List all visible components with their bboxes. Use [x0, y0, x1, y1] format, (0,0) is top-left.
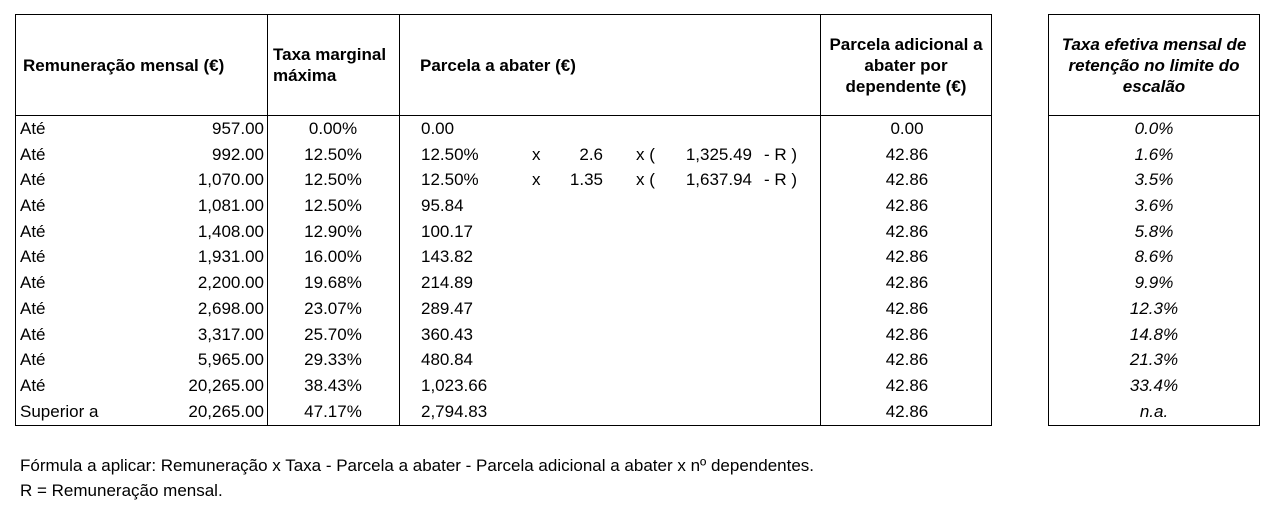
cell-label: Até	[20, 119, 46, 138]
cell-taxa: 0.00%	[308, 119, 358, 138]
cell-parcela: 12.50%	[421, 170, 479, 190]
cell-parcela: 1,023.66	[421, 375, 488, 395]
cell-base	[666, 296, 752, 322]
cell-parcela: 12.50%	[421, 144, 479, 164]
cell-parcela: 289.47	[421, 298, 473, 318]
cell-minus-r: - R )	[764, 170, 798, 190]
cell-remuneracao: 5,965.00	[197, 350, 264, 370]
cell-efetiva: n.a.	[1139, 401, 1169, 421]
cell-efetiva: 0.0%	[1134, 119, 1174, 138]
table-row	[1049, 244, 1259, 270]
cell-label: Superior a	[20, 401, 99, 421]
table-row	[16, 399, 991, 425]
header-remuneracao: Remuneração mensal (€)	[23, 55, 225, 75]
cell-label: Até	[20, 221, 46, 241]
cell-adicional: 42.86	[885, 375, 929, 395]
cell-efetiva: 12.3%	[1129, 298, 1179, 318]
cell-adicional: 42.86	[885, 196, 929, 216]
table-row	[1049, 193, 1259, 219]
cell-taxa: 12.90%	[304, 221, 362, 241]
cell-parcela: 480.84	[421, 350, 473, 370]
cell-parcela: 95.84	[421, 196, 464, 216]
cell-remuneracao: 1,931.00	[197, 247, 264, 267]
cell-factor	[561, 373, 603, 399]
cell-factor	[561, 219, 603, 245]
cell-taxa: 16.00%	[304, 247, 362, 267]
cell-base	[666, 347, 752, 373]
cell-base: 1,325.49	[685, 144, 752, 164]
cell-taxa: 23.07%	[304, 298, 362, 318]
cell-efetiva: 3.5%	[1134, 170, 1174, 190]
withholding-table	[15, 14, 992, 426]
cell-remuneracao: 1,070.00	[197, 170, 264, 190]
cell-adicional: 42.86	[885, 298, 929, 318]
cell-adicional: 42.86	[885, 247, 929, 267]
table-row	[16, 270, 991, 296]
cell-factor	[561, 399, 603, 425]
effective-rate-body	[1049, 116, 1259, 424]
header-parcela: Parcela a abater (€)	[420, 55, 576, 75]
cell-factor	[561, 116, 603, 142]
cell-remuneracao: 957.00	[212, 119, 264, 138]
cell-taxa: 38.43%	[304, 375, 362, 395]
cell-factor	[561, 296, 603, 322]
cell-adicional: 42.86	[885, 170, 929, 190]
table-row	[1049, 322, 1259, 348]
cell-label: Até	[20, 273, 46, 293]
cell-adicional: 0.00	[890, 119, 924, 138]
cell-label: Até	[20, 298, 46, 318]
cell-base: 1,637.94	[685, 170, 752, 190]
cell-factor	[561, 270, 603, 296]
effective-rate-table	[1048, 14, 1260, 426]
cell-remuneracao: 3,317.00	[197, 324, 264, 344]
cell-adicional: 42.86	[885, 324, 929, 344]
cell-adicional: 42.86	[885, 350, 929, 370]
cell-efetiva: 9.9%	[1134, 273, 1174, 293]
table-row	[1049, 219, 1259, 245]
cell-adicional: 42.86	[885, 273, 929, 293]
cell-factor	[561, 322, 603, 348]
cell-taxa: 47.17%	[304, 401, 362, 421]
cell-base	[666, 116, 752, 142]
cell-x: x	[532, 170, 541, 190]
cell-minus-r: - R )	[764, 144, 798, 164]
cell-label: Até	[20, 144, 46, 164]
table-row	[16, 296, 991, 322]
cell-taxa: 12.50%	[304, 170, 362, 190]
cell-base	[666, 244, 752, 270]
cell-efetiva: 1.6%	[1134, 144, 1174, 164]
r-definition-note: R = Remuneração mensal.	[20, 481, 223, 500]
cell-x-paren: x (	[636, 144, 655, 164]
cell-efetiva: 3.6%	[1134, 196, 1174, 216]
table-row	[1049, 116, 1259, 142]
cell-factor	[561, 347, 603, 373]
cell-efetiva: 33.4%	[1129, 375, 1179, 395]
table-row	[16, 167, 991, 193]
cell-taxa: 12.50%	[304, 196, 362, 216]
cell-efetiva: 8.6%	[1134, 247, 1174, 267]
cell-x-paren: x (	[636, 170, 655, 190]
cell-remuneracao: 992.00	[212, 144, 264, 164]
cell-efetiva: 14.8%	[1129, 324, 1179, 344]
cell-label: Até	[20, 324, 46, 344]
cell-factor: 2.6	[579, 144, 603, 164]
cell-label: Até	[20, 350, 46, 370]
table-row	[1049, 373, 1259, 399]
cell-parcela: 360.43	[421, 324, 473, 344]
cell-parcela: 214.89	[421, 273, 473, 293]
table-row	[16, 373, 991, 399]
table-row	[16, 219, 991, 245]
table-row	[1049, 167, 1259, 193]
cell-parcela: 100.17	[421, 221, 473, 241]
table-row	[16, 244, 991, 270]
table-row	[1049, 347, 1259, 373]
cell-base	[666, 322, 752, 348]
table-row	[16, 322, 991, 348]
table-row	[16, 193, 991, 219]
cell-label: Até	[20, 196, 46, 216]
cell-remuneracao: 2,200.00	[197, 273, 264, 293]
cell-factor: 1.35	[569, 170, 603, 190]
cell-taxa: 29.33%	[304, 350, 362, 370]
cell-adicional: 42.86	[885, 401, 929, 421]
cell-remuneracao: 1,081.00	[197, 196, 264, 216]
cell-adicional: 42.86	[885, 144, 929, 164]
cell-remuneracao: 2,698.00	[197, 298, 264, 318]
table-body	[16, 116, 991, 424]
cell-adicional: 42.86	[885, 221, 929, 241]
cell-taxa: 19.68%	[304, 273, 362, 293]
cell-parcela: 0.00	[421, 119, 455, 138]
cell-factor	[561, 193, 603, 219]
cell-label: Até	[20, 375, 46, 395]
header-adicional: Parcela adicional a abater por dependente (€)	[829, 34, 983, 96]
table-row	[16, 142, 991, 168]
table-row	[1049, 296, 1259, 322]
header-efetiva: Taxa efetiva mensal de retenção no limite do escalão	[1061, 34, 1247, 96]
cell-remuneracao: 20,265.00	[188, 375, 264, 395]
cell-efetiva: 5.8%	[1134, 221, 1174, 241]
cell-remuneracao: 20,265.00	[188, 401, 264, 421]
cell-parcela: 143.82	[421, 247, 473, 267]
cell-base	[666, 399, 752, 425]
header-taxa: Taxa marginal máxima	[273, 45, 387, 85]
cell-base	[666, 193, 752, 219]
cell-base	[666, 270, 752, 296]
cell-efetiva: 21.3%	[1129, 350, 1179, 370]
cell-remuneracao: 1,408.00	[197, 221, 264, 241]
cell-taxa: 25.70%	[304, 324, 362, 344]
cell-label: Até	[20, 170, 46, 190]
cell-base	[666, 219, 752, 245]
cell-parcela: 2,794.83	[421, 401, 488, 421]
cell-x: x	[532, 144, 541, 164]
table-row	[16, 116, 991, 142]
table-row	[16, 347, 991, 373]
cell-label: Até	[20, 247, 46, 267]
cell-factor	[561, 244, 603, 270]
cell-taxa: 12.50%	[304, 144, 362, 164]
table-row	[1049, 399, 1259, 425]
table-row	[1049, 142, 1259, 168]
formula-note: Fórmula a aplicar: Remuneração x Taxa - Parcela a abater - Parcela adicional a abater x nº dependentes.	[20, 456, 815, 475]
table-row	[1049, 270, 1259, 296]
cell-base	[666, 373, 752, 399]
